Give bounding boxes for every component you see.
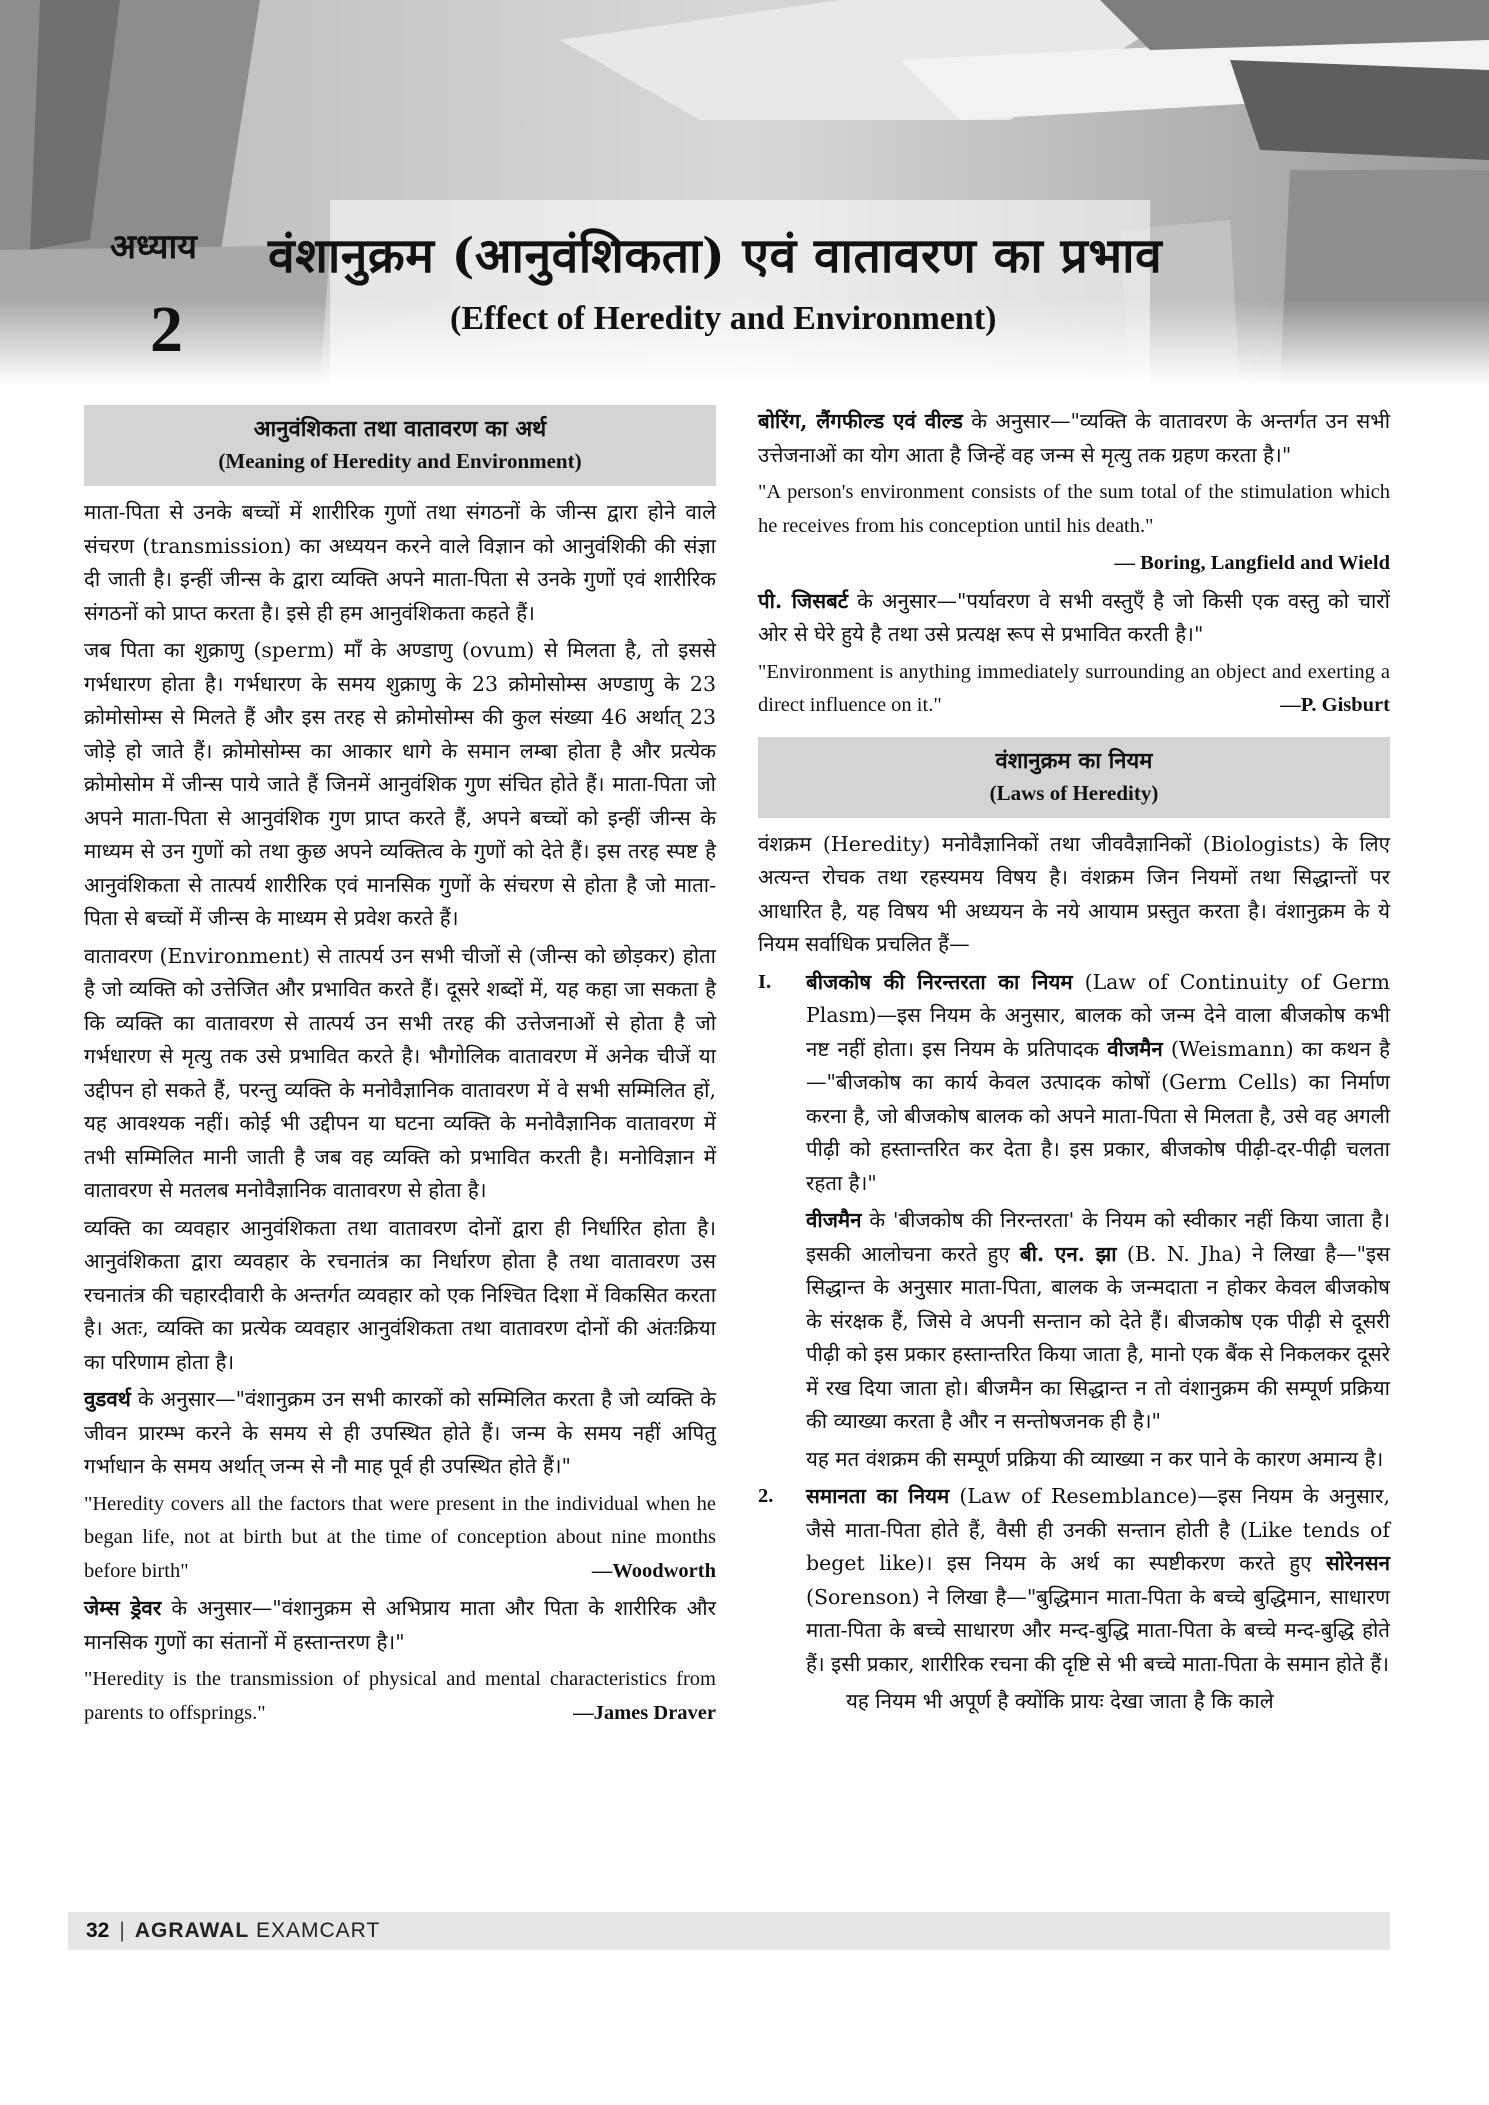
chapter-number: 2 — [150, 293, 183, 366]
law-text: (Law of Continuity of Germ Plasm)—इस नियम के अनुसार, बालक को जन्म देने वाला बीजकोष कभी नष्ट नहीं होता। इस नियम के प्रतिपादक — [806, 969, 1391, 1061]
author-name: वुडवर्थ — [84, 1387, 131, 1411]
section-heading-meaning — [84, 405, 716, 486]
right-column — [758, 405, 1390, 1723]
section-heading-english: (Laws of Heredity) — [989, 780, 1159, 805]
quote-gisburt-english — [758, 656, 1390, 723]
author-name: बोरिंग, लैंगफील्ड एवं वील्ड — [758, 409, 963, 433]
page-number: 32 — [86, 1919, 110, 1942]
law-text: (B. N. Jha) ने लिखा है—"इस सिद्धान्त के अनुसार माता-पिता, बालक के जन्मदाता न होकर केवल बीजकोष के संरक्षक हैं, जिसे वे अपनी सन्तान को देते हैं। बीजकोष एक पीढ़ी से दूसरी पीढ़ी को इस प्रकार हस्तान्तरित किया जाता है, मानो एक बैंक से निकलकर दूसरे में रख दिया जाता हो। बीजमैन का सिद्धान्त न तो वंशानुक्रम की सम्पूर्ण प्रक्रिया की व्याख्या करता है और न सन्तोषजनक ही है।" — [806, 1241, 1390, 1433]
quote-boring-hindi — [758, 405, 1390, 472]
quote-attribution: — Boring, Langfield and Wield — [1114, 552, 1390, 574]
section-heading-hindi: आनुवंशिकता तथा वातावरण का अर्थ — [253, 416, 547, 442]
author-name: वीजमैन — [1107, 1036, 1163, 1061]
footer-separator: | — [119, 1919, 125, 1942]
quote-text: "Heredity covers all the factors that were present in the individual when he began life, not at birth but at the time of conception about nine months before birth" — [84, 1492, 716, 1582]
quote-attribution: —Woodworth — [591, 1559, 716, 1582]
law-conclusion: यह मत वंशक्रम की सम्पूर्ण प्रक्रिया की व्याख्या न कर पाने के कारण अमान्य है। — [806, 1446, 1384, 1471]
law-item-continuity — [758, 966, 1390, 1201]
paragraph: वातावरण (Environment) से तात्पर्य उन सभी चीजों से (जीन्स को छोड़कर) होता है जो व्यक्ति को उत्तेजित और प्रभावित करते हैं। दूसरे शब्दों में, यह कहा जा सकता है कि व्यक्ति का वातावरण से तात्पर्य उन सभी तरह की उत्तेजनाओं से होता है जो गर्भधारण से मृत्यु तक उसे प्रभावित करते है। भौगोलिक वातावरण में अनेक चीजें या उद्दीपन हो सकते हैं, परन्तु व्यक्ति के मनोवैज्ञानिक वातावरण में वे सभी सम्मिलित हों, यह आवश्यक नहीं। कोई भी उद्दीपन या घटना व्यक्ति के मनोवैज्ञानिक वातावरण में तभी सम्मिलित मानी जाती है जब वह व्यक्ति को प्रभावित करती है। मनोविज्ञान में वातावरण से मतलब मनोवैज्ञानिक वातावरण से होता है। — [84, 943, 716, 1202]
section-heading-hindi: वंशानुक्रम का नियम — [995, 747, 1153, 774]
author-name: पी. जिसबर्ट — [758, 588, 849, 613]
quote-woodworth-hindi — [84, 1383, 716, 1484]
quote-text: के अनुसार—"वंशानुक्रम से अभिप्राय माता और पिता के शारीरिक और मानसिक गुणों का संतानों में हस्तान्तरण है।" — [84, 1596, 716, 1654]
law-number: I. — [758, 970, 772, 993]
law-title: समानता का नियम — [806, 1484, 950, 1508]
author-name: बी. एन. झा — [1019, 1241, 1117, 1266]
left-column — [84, 405, 716, 1734]
section-heading-english: (Meaning of Heredity and Environment) — [218, 449, 582, 473]
paragraph: व्यक्ति का व्यवहार आनुवंशिकता तथा वातावरण दोनों द्वारा ही निर्धारित होता है। आनुवंशिकता द्वारा व्यवहार के रचनातंत्र का निर्धारण होता है तथा वातावरण उस रचनातंत्र की चहारदीवारी के अन्तर्गत व्यवहार को एक निश्चित दिशा में विकसित करता है। अतः, व्यक्ति का प्रत्येक व्यवहार आनुवंशिकता तथा वातावरण दोनों की अंतःक्रिया का परिणाम होता है। — [84, 1215, 716, 1374]
law-item-resemblance — [758, 1480, 1390, 1681]
paragraph: माता-पिता से उनके बच्चों में शारीरिक गुणों तथा संगठनों के जीन्स द्वारा होने वाले संचरण (transmission) का अध्ययन करने वाले विज्ञान को आनुवंशिकी की संज्ञा दी जाती है। इन्हीं जीन्स के द्वारा व्यक्ति अपने माता-पिता से उनके गुणों एवं शारीरिक संगठनों को प्राप्त करता है। इसे ही हम आनुवंशिकता कहते हैं। — [84, 500, 716, 625]
page-footer — [68, 1912, 1390, 1950]
brand-bold: AGRAWAL — [134, 1919, 250, 1942]
paragraph: यह नियम भी अपूर्ण है क्योंकि प्रायः देखा जाता है कि काले — [846, 1689, 1274, 1713]
quote-drever-hindi — [84, 1592, 716, 1659]
law-text: (Law of Resemblance)—इस नियम के अनुसार, जैसे माता-पिता होते हैं, वैसी ही उनकी सन्तान होती है (Like tends of beget like)। इस नियम के अर्थ का स्पष्टीकरण करते हुए — [806, 1484, 1390, 1575]
author-name: सोरेनसन — [1325, 1551, 1390, 1575]
chapter-title-english: (Effect of Heredity and Environment) — [450, 300, 997, 337]
quote-woodworth-english — [84, 1488, 716, 1589]
law-text: (Sorenson) ने लिखा है—"बुद्धिमान माता-पिता के बच्चे बुद्धिमान, साधारण माता-पिता के बच्चे साधारण और मन्द-बुद्धि माता-पिता के बच्चे मन्द-बुद्धि होते हैं। इसी प्रकार, शारीरिक रचना की दृष्टि से भी बच्चे माता-पिता के समान होते हैं। — [806, 1584, 1390, 1676]
quote-boring-english: "A person's environment consists of the sum total of the stimulation which he receives from his conception until his death." — [758, 481, 1390, 537]
law-text: (Weismann) का कथन है—"बीजकोष का कार्य केवल उत्पादक कोषों (Germ Cells) का निर्माण करना है, जो बीजकोष बालक को अपने माता-पिता से मिलता है, उसे वह अगली पीढ़ी को हस्तान्तरित कर देता है। इस प्रकार, बीजकोष पीढ़ी-दर-पीढ़ी चलता रहता है।" — [806, 1036, 1390, 1195]
quote-attribution: —P. Gisburt — [1280, 694, 1390, 716]
chapter-label: अध्याय — [110, 227, 198, 267]
chapter-title-hindi: वंशानुक्रम (आनुवंशिकता) एवं वातावरण का प्रभाव — [268, 228, 1163, 284]
law-title: बीजकोष की निरन्तरता का नियम — [806, 969, 1073, 994]
author-name: जेम्स ड्रेवर — [84, 1596, 162, 1620]
quote-drever-english — [84, 1663, 716, 1730]
quote-text: के अनुसार—"वंशानुक्रम उन सभी कारकों को सम्मिलित करता है जो व्यक्ति के जीवन प्रारम्भ करने के समय से ही उपस्थित होते हैं। जन्म के समय नहीं अपितु गर्भाधान के समय अर्थात् जन्म से नौ माह पूर्व ही उपस्थित होते हैं।" — [84, 1387, 716, 1478]
quote-gisburt-hindi — [758, 585, 1390, 652]
publisher-brand — [135, 1919, 380, 1943]
brand-rest: EXAMCART — [249, 1919, 381, 1942]
law-number: 2. — [758, 1485, 774, 1507]
paragraph: वंशक्रम (Heredity) मनोवैज्ञानिकों तथा जीववैज्ञानिकों (Biologists) के लिए अत्यन्त रोचक तथा रहस्यमय विषय है। वंशक्रम जिन नियमों तथा सिद्धान्तों पर आधारित है, यह विषय भी अध्ययन के नये आयाम प्रस्तुत करता है। वंशानुक्रम के ये नियम सर्वाधिक प्रचलित हैं— — [758, 831, 1390, 956]
author-name: वीजमैन — [806, 1208, 862, 1232]
quote-text: के अनुसार—"व्यक्ति के वातावरण के अन्तर्गत उन सभी उत्तेजनाओं का योग आता है जिन्हें वह जन्म से मृत्यु तक ग्रहण करता है।" — [758, 409, 1390, 467]
quote-text: "Environment is anything immediately surrounding an object and exerting a direct influence on it." — [758, 660, 1390, 716]
law-criticism — [758, 1204, 1390, 1439]
law-text: के 'बीजकोष की निरन्तरता' के नियम को स्वीकार नहीं किया जाता है। इसकी आलोचना करते हुए — [806, 1208, 1390, 1266]
paragraph: जब पिता का शुक्राणु (sperm) माँ के अण्डाणु (ovum) से मिलता है, तो इससे गर्भधारण होता है। गर्भधारण के समय शुक्राणु के 23 क्रोमोसोम्स अण्डाणु के 23 क्रोमोसोम्स से मिलते हैं और इस तरह से क्रोमोसोम्स की कुल संख्या 46 अर्थात् 23 जोड़े हो जाते हैं। क्रोमोसोम्स का आकार धागे के समान लम्बा होता है और प्रत्येक क्रोमोसोम में जीन्स पाये जाते हैं जिनमें आनुवंशिक गुण संचित होते हैं। माता-पिता जो अपने माता-पिता से आनुवंशिक गुण प्राप्त करते हैं, अपने बच्चों को इन्हीं जीन्स के माध्यम से उन गुणों को तथा कुछ अपने व्यक्तित्व के गुणों को देते हैं। इस तरह स्पष्ट है आनुवंशिकता से तात्पर्य शारीरिक एवं मानसिक गुणों के संचरण से होता है जो माता-पिता से बच्चों में जीन्स के माध्यम से प्रवेश करते हैं। — [84, 638, 716, 930]
quote-attribution: —James Draver — [573, 1701, 716, 1724]
quote-text: के अनुसार—"पर्यावरण वे सभी वस्तुएँ है जो किसी एक वस्तु को चारों ओर से घेरे हुये है तथा उसे प्रत्यक्ष रूप से प्रभावित करती है।" — [758, 588, 1390, 646]
quote-text: "Heredity is the transmission of physical and mental characteristics from parents to offsprings." — [84, 1668, 716, 1724]
section-heading-laws — [758, 737, 1390, 818]
